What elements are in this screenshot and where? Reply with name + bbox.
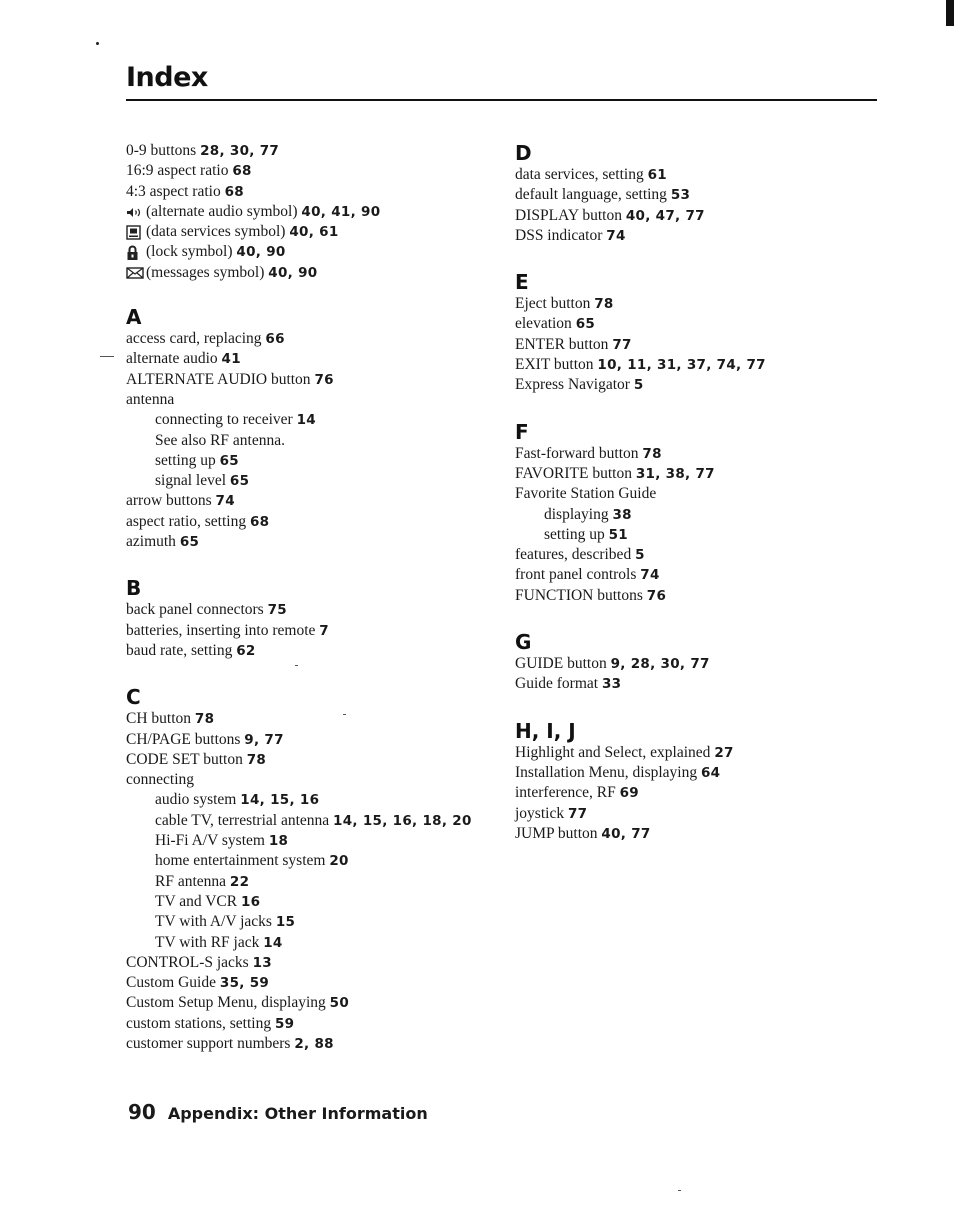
index-entry bbox=[515, 444, 885, 464]
entry-page-numbers: 51 bbox=[608, 526, 628, 543]
entry-page-numbers: 78 bbox=[642, 445, 662, 462]
lock-icon bbox=[126, 245, 143, 261]
entry-term: cable TV, terrestrial antenna bbox=[155, 811, 334, 829]
index-entry bbox=[515, 355, 885, 375]
entry-page-numbers: 40, 47, 77 bbox=[625, 207, 705, 224]
entry-page-numbers: 77 bbox=[612, 336, 632, 353]
index-entry bbox=[515, 783, 885, 803]
entry-page-numbers: 2, 88 bbox=[294, 1035, 334, 1052]
entry-page-numbers: 18 bbox=[268, 833, 289, 850]
index-subentry bbox=[126, 790, 496, 810]
index-entry bbox=[126, 182, 496, 202]
entry-page-numbers: 64 bbox=[700, 764, 721, 781]
index-entry bbox=[126, 222, 496, 242]
index-subentry bbox=[515, 505, 885, 525]
index-entry bbox=[126, 141, 496, 161]
scan-mark bbox=[678, 1190, 681, 1191]
page-title: Index bbox=[126, 62, 208, 93]
index-entry bbox=[515, 314, 885, 334]
section-letter-heading: C bbox=[126, 685, 141, 710]
index-entry bbox=[126, 1014, 496, 1034]
entry-term: TV with A/V jacks bbox=[155, 913, 276, 931]
footer-page-number: 90 bbox=[128, 1100, 156, 1124]
entry-page-numbers: 74 bbox=[215, 493, 235, 510]
entry-term: home entertainment system bbox=[155, 852, 330, 870]
entry-term: DISPLAY button bbox=[515, 206, 626, 224]
entry-page-numbers: 65 bbox=[179, 534, 200, 551]
entry-term: setting up bbox=[155, 451, 220, 469]
entry-term: TV and VCR bbox=[155, 892, 241, 910]
index-entry bbox=[515, 824, 885, 844]
data-services-icon bbox=[126, 225, 143, 240]
index-subentry bbox=[126, 831, 496, 851]
envelope-icon bbox=[126, 267, 143, 279]
entry-term: interference, RF bbox=[515, 784, 620, 802]
entry-term: DSS indicator bbox=[515, 226, 607, 244]
entry-term: Custom Guide bbox=[126, 974, 220, 992]
entry-term: CH/PAGE buttons bbox=[126, 730, 245, 748]
footer-text: Appendix: Other Information bbox=[167, 1104, 428, 1123]
entry-page-numbers: 40, 61 bbox=[289, 224, 339, 241]
entry-page-numbers: 68 bbox=[224, 183, 244, 200]
entry-page-numbers: 59 bbox=[274, 1015, 295, 1032]
title-rule bbox=[126, 99, 877, 101]
entry-term: signal level bbox=[155, 472, 230, 490]
entry-page-numbers: 31, 38, 77 bbox=[635, 465, 715, 482]
entry-page-numbers: 14 bbox=[263, 934, 283, 951]
entry-term: front panel controls bbox=[515, 566, 641, 584]
section-letter-heading: D bbox=[515, 141, 532, 165]
entry-page-numbers: 5 bbox=[635, 547, 645, 564]
entry-term: connecting bbox=[126, 771, 195, 789]
entry-page-numbers: 74 bbox=[640, 567, 660, 584]
page-footer bbox=[128, 1100, 428, 1124]
entry-page-numbers: 40, 90 bbox=[236, 244, 286, 261]
entry-term: ENTER button bbox=[515, 335, 613, 353]
entry-page-numbers: 78 bbox=[594, 296, 614, 313]
entry-term: default language, setting bbox=[515, 186, 671, 204]
index-section bbox=[515, 630, 885, 695]
entry-term: data services, setting bbox=[515, 166, 648, 183]
page-edge-marker bbox=[946, 0, 954, 26]
entry-page-numbers: 10, 11, 31, 37, 74, 77 bbox=[597, 357, 766, 374]
entry-term: antenna bbox=[126, 390, 175, 408]
index-entry bbox=[515, 185, 885, 205]
index-entry bbox=[515, 206, 885, 226]
index-entry bbox=[515, 586, 885, 606]
index-entry bbox=[126, 641, 496, 661]
entry-page-numbers: 75 bbox=[267, 602, 287, 619]
entry-page-numbers: 35, 59 bbox=[219, 975, 270, 992]
entry-term: Custom Setup Menu, displaying bbox=[126, 994, 330, 1012]
index-subentry bbox=[126, 933, 496, 953]
entry-page-numbers: 78 bbox=[246, 751, 267, 768]
entry-term: RF antenna bbox=[155, 872, 230, 890]
entry-page-numbers: 78 bbox=[194, 711, 215, 728]
entry-term: Highlight and Select, explained bbox=[515, 743, 715, 761]
entry-page-numbers: 7 bbox=[319, 622, 329, 639]
entry-term: CONTROL-S jacks bbox=[126, 953, 253, 971]
index-subentry bbox=[126, 471, 496, 491]
index-entry bbox=[126, 973, 496, 993]
entry-page-numbers: 53 bbox=[670, 187, 691, 204]
entry-page-numbers: 76 bbox=[314, 371, 334, 388]
entry-term: setting up bbox=[544, 525, 609, 543]
entry-term: displaying bbox=[544, 505, 613, 523]
section-letter-heading: A bbox=[126, 305, 142, 330]
symbols-section bbox=[126, 141, 496, 283]
entry-term: Guide format bbox=[515, 675, 602, 693]
entry-page-numbers: 28, 30, 77 bbox=[200, 143, 280, 159]
entry-term: arrow buttons bbox=[126, 492, 216, 510]
entry-term: baud rate, setting bbox=[126, 641, 237, 659]
entry-term: customer support numbers bbox=[126, 1034, 295, 1052]
index-entry bbox=[126, 242, 496, 262]
index-section bbox=[515, 420, 885, 606]
index-entry bbox=[515, 165, 885, 185]
index-subentry bbox=[126, 431, 496, 451]
entry-term: connecting to receiver bbox=[155, 411, 297, 429]
entry-term: Express Navigator bbox=[515, 376, 634, 394]
index-section bbox=[126, 305, 496, 552]
scan-mark bbox=[343, 714, 346, 715]
index-subentry bbox=[126, 872, 496, 892]
entry-term: aspect ratio, setting bbox=[126, 512, 250, 530]
entry-page-numbers: 9, 28, 30, 77 bbox=[610, 656, 710, 673]
index-column-right bbox=[515, 141, 885, 844]
entry-term: ALTERNATE AUDIO button bbox=[126, 370, 315, 388]
entry-page-numbers: 38 bbox=[612, 506, 632, 523]
entry-page-numbers: 22 bbox=[229, 873, 250, 890]
index-entry bbox=[126, 770, 496, 790]
right-sections bbox=[515, 141, 885, 844]
index-entry bbox=[126, 750, 496, 770]
index-entry bbox=[126, 1034, 496, 1054]
entry-term: audio system bbox=[155, 791, 241, 809]
entry-term: CH button bbox=[126, 710, 195, 728]
entry-term: custom stations, setting bbox=[126, 1014, 275, 1032]
entry-term: (data services symbol) bbox=[146, 223, 290, 241]
scan-mark bbox=[295, 665, 298, 666]
entry-term: Fast-forward button bbox=[515, 444, 643, 462]
index-entry bbox=[126, 329, 496, 349]
index-subentry bbox=[515, 525, 885, 545]
index-section bbox=[515, 719, 885, 844]
index-entry bbox=[126, 600, 496, 620]
entry-page-numbers: 65 bbox=[229, 473, 250, 490]
index-entry bbox=[515, 335, 885, 355]
entry-term: elevation bbox=[515, 315, 576, 333]
index-subentry bbox=[126, 451, 496, 471]
index-column-left bbox=[126, 141, 496, 1054]
entry-term: access card, replacing bbox=[126, 330, 266, 348]
entry-page-numbers: 68 bbox=[232, 163, 252, 180]
entry-term: alternate audio bbox=[126, 350, 222, 368]
index-entry bbox=[515, 674, 885, 694]
entry-page-numbers: 9, 77 bbox=[244, 731, 284, 748]
entry-term: 0-9 buttons bbox=[126, 142, 201, 159]
entry-page-numbers: 33 bbox=[601, 676, 622, 693]
entry-term: TV with RF jack bbox=[155, 933, 264, 951]
index-section bbox=[515, 141, 885, 246]
entry-term: azimuth bbox=[126, 533, 180, 551]
speaker-icon bbox=[126, 206, 143, 219]
index-entry bbox=[126, 953, 496, 973]
index-entry bbox=[126, 621, 496, 641]
index-entry bbox=[515, 763, 885, 783]
index-entry bbox=[126, 349, 496, 369]
entry-page-numbers: 77 bbox=[567, 805, 588, 822]
section-letter-heading: G bbox=[515, 630, 532, 655]
index-entry bbox=[126, 709, 496, 729]
index-entry bbox=[515, 375, 885, 395]
scan-mark bbox=[100, 356, 114, 357]
entry-term: FUNCTION buttons bbox=[515, 586, 647, 604]
index-subentry bbox=[126, 811, 496, 831]
index-section bbox=[515, 270, 885, 395]
index-entry bbox=[126, 370, 496, 390]
section-letter-heading: H, I, J bbox=[515, 718, 576, 743]
entry-page-numbers: 50 bbox=[329, 995, 350, 1012]
entry-page-numbers: 66 bbox=[265, 331, 285, 348]
index-entry bbox=[126, 993, 496, 1013]
index-entry bbox=[126, 532, 496, 552]
entry-term: EXIT button bbox=[515, 356, 598, 374]
entry-term: GUIDE button bbox=[515, 655, 611, 673]
index-entry bbox=[515, 743, 885, 763]
entry-term: 16:9 aspect ratio bbox=[126, 162, 233, 180]
scan-speck bbox=[96, 42, 99, 45]
entry-term: Installation Menu, displaying bbox=[515, 763, 701, 781]
index-entry bbox=[126, 512, 496, 532]
index-section bbox=[126, 576, 496, 661]
entry-term: JUMP button bbox=[515, 824, 602, 842]
index-entry bbox=[126, 161, 496, 181]
entry-term: FAVORITE button bbox=[515, 464, 636, 482]
entry-page-numbers: 68 bbox=[249, 513, 270, 530]
entry-term: Hi-Fi A/V system bbox=[155, 832, 269, 850]
index-entry bbox=[515, 294, 885, 314]
entry-page-numbers: 76 bbox=[646, 587, 667, 604]
index-subentry bbox=[126, 912, 496, 932]
index-entry bbox=[515, 545, 885, 565]
index-entry bbox=[515, 484, 885, 504]
left-sections bbox=[126, 305, 496, 1054]
index-entry bbox=[126, 730, 496, 750]
entry-page-numbers: 14 bbox=[296, 412, 316, 429]
entry-page-numbers: 13 bbox=[252, 954, 272, 971]
entry-term: See also RF antenna. bbox=[155, 431, 286, 449]
index-entry bbox=[515, 226, 885, 246]
entry-page-numbers: 5 bbox=[633, 377, 644, 394]
entry-term: (messages symbol) bbox=[146, 263, 269, 281]
entry-page-numbers: 41 bbox=[221, 351, 241, 368]
index-section bbox=[126, 685, 496, 1054]
entry-term: Favorite Station Guide bbox=[515, 485, 657, 503]
index-entry bbox=[515, 804, 885, 824]
entry-term: CODE SET button bbox=[126, 750, 247, 768]
entry-page-numbers: 62 bbox=[236, 642, 256, 659]
index-subentry bbox=[126, 851, 496, 871]
entry-term: (lock symbol) bbox=[146, 243, 237, 261]
entry-term: joystick bbox=[515, 804, 568, 822]
index-entry bbox=[515, 464, 885, 484]
index-subentry bbox=[126, 410, 496, 430]
section-letter-heading: F bbox=[515, 419, 529, 444]
index-entry bbox=[126, 202, 496, 222]
entry-page-numbers: 65 bbox=[575, 316, 596, 333]
index-entry bbox=[126, 390, 496, 410]
index-entry bbox=[515, 565, 885, 585]
entry-term: Eject button bbox=[515, 295, 595, 313]
entry-page-numbers: 69 bbox=[619, 785, 639, 802]
entry-term: back panel connectors bbox=[126, 601, 268, 619]
entry-page-numbers: 40, 41, 90 bbox=[301, 203, 381, 220]
section-letter-heading: B bbox=[126, 576, 142, 601]
index-entry bbox=[515, 654, 885, 674]
entry-term: (alternate audio symbol) bbox=[146, 202, 302, 220]
entry-page-numbers: 40, 90 bbox=[268, 264, 318, 281]
entry-term: features, described bbox=[515, 546, 636, 564]
entry-term: 4:3 aspect ratio bbox=[126, 182, 225, 200]
index-entry bbox=[126, 263, 496, 283]
entry-page-numbers: 65 bbox=[219, 452, 239, 469]
entry-page-numbers: 20 bbox=[329, 853, 349, 870]
entry-page-numbers: 16 bbox=[240, 893, 261, 910]
entry-page-numbers: 40, 77 bbox=[601, 825, 651, 842]
entry-page-numbers: 74 bbox=[606, 227, 626, 244]
entry-page-numbers: 14, 15, 16, 18, 20 bbox=[333, 812, 472, 829]
section-letter-heading: E bbox=[515, 270, 529, 295]
index-subentry bbox=[126, 892, 496, 912]
entry-page-numbers: 27 bbox=[714, 744, 734, 761]
entry-page-numbers: 61 bbox=[647, 167, 667, 183]
index-entry bbox=[126, 491, 496, 511]
entry-term: batteries, inserting into remote bbox=[126, 621, 320, 639]
entry-page-numbers: 15 bbox=[275, 914, 296, 931]
entry-page-numbers: 14, 15, 16 bbox=[240, 792, 320, 809]
